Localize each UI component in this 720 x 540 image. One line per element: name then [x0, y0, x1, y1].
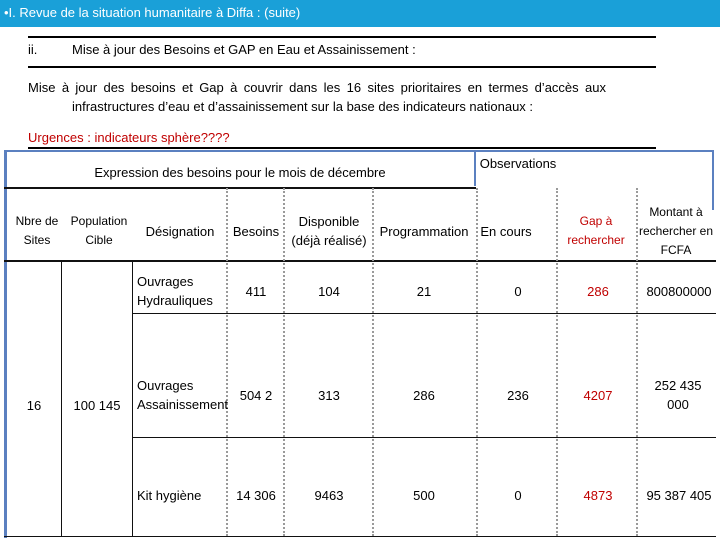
row2-designation: Ouvrages Assainissement: [137, 378, 229, 412]
urgences-note: Urgences : indicateurs sphère????: [28, 130, 230, 145]
col-besoins: Besoins: [232, 223, 280, 239]
row2-programmation: 286: [413, 387, 435, 403]
col-programmation: Programmation: [379, 223, 469, 239]
table-top-rule: [28, 147, 656, 149]
col-montant: Montant à rechercher en FCFA: [638, 204, 714, 257]
row2-besoins: 504 2: [239, 387, 273, 403]
col-population: Population Cible: [70, 214, 128, 247]
slide-title: •I. Revue de la situation humanitaire à Diffa : (suite): [4, 5, 301, 20]
rule-bottom: [4, 536, 716, 537]
intro-paragraph: [28, 78, 606, 116]
section-title: Mise à jour des Besoins et GAP en Eau et Assainissement :: [72, 42, 416, 57]
row3-montant: 95 387 405: [646, 487, 712, 503]
table-frame-right: [712, 150, 714, 210]
row2-disponible: 313: [318, 387, 340, 403]
group-header: Expression des besoins pour le mois de décembre: [94, 164, 386, 180]
section-number: ii.: [28, 42, 38, 57]
intro-line-2: infrastructures d’eau et d’assainissement sur la base des indicateurs nationaux :: [72, 99, 534, 114]
rule-row-1: [133, 313, 716, 314]
row1-gap: 286: [587, 283, 609, 299]
row3-disponible: 9463: [314, 487, 344, 503]
col-en-cours: En cours: [480, 223, 532, 239]
rule-row-2: [133, 437, 716, 438]
intro-line-1: Mise à jour des besoins et Gap à couvrir dans les 16 sites prioritaires en termes d’accès aux: [28, 80, 606, 95]
row1-montant: 800800000: [646, 283, 712, 299]
rule-column-header: [4, 260, 716, 262]
middle-rule: [28, 66, 656, 68]
row1-designation: Ouvrages Hydrauliques: [137, 274, 213, 308]
col-gap: Gap à rechercher: [567, 214, 625, 247]
slide-title-bar: [0, 0, 720, 27]
row1-besoins: 411: [245, 283, 267, 299]
cell-nbre-sites: 16: [26, 397, 42, 413]
col-designation: Désignation: [145, 223, 215, 239]
top-rule: [28, 36, 656, 38]
needs-table: [0, 150, 720, 538]
row1-disponible: 104: [318, 283, 340, 299]
row3-gap: 4873: [583, 487, 613, 503]
cell-population: 100 145: [73, 397, 121, 413]
rule-group-header: [4, 187, 476, 189]
row2-en-cours: 236: [507, 387, 529, 403]
row3-designation: Kit hygiène: [137, 487, 202, 503]
col-disponible: Disponible (déjà réalisé): [291, 214, 367, 248]
rule-population-col: [132, 262, 133, 537]
row3-programmation: 500: [413, 487, 435, 503]
row3-besoins: 14 306: [236, 487, 276, 503]
row2-gap: 4207: [583, 387, 613, 403]
table-frame-top: [4, 150, 476, 152]
observations-header: Observations: [479, 155, 557, 171]
col-nbre-sites: Nbre de Sites: [15, 214, 59, 247]
row1-en-cours: 0: [514, 283, 522, 299]
row1-programmation: 21: [416, 283, 432, 299]
section-heading: [28, 42, 416, 57]
row2-montant: 252 435 000: [654, 378, 702, 412]
row3-en-cours: 0: [514, 487, 522, 503]
